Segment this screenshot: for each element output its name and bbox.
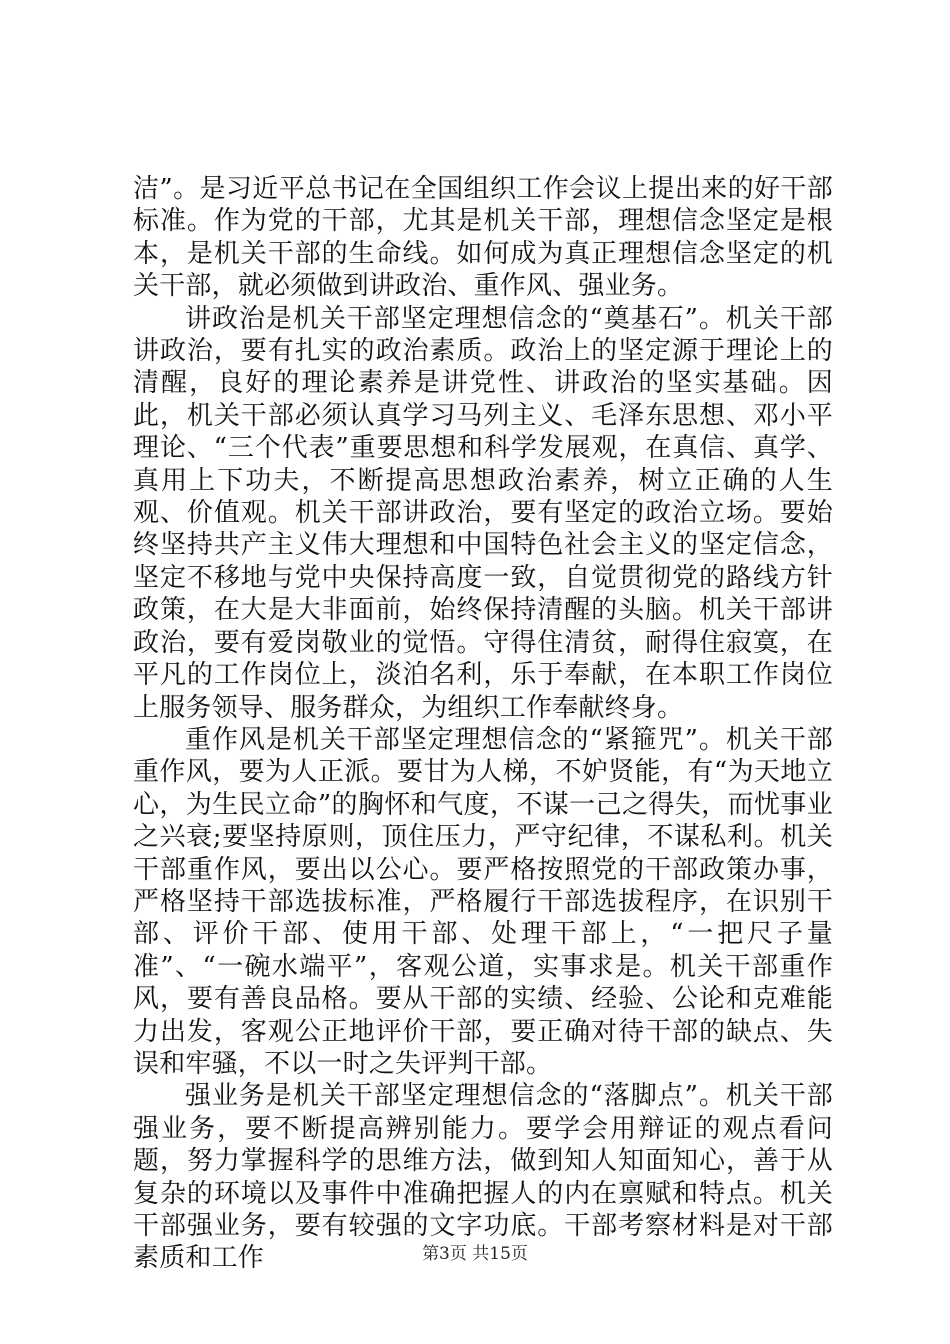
paragraph-continuation: 洁”。是习近平总书记在全国组织工作会议上提出来的好干部标准。作为党的干部，尤其是机关干部，理想信念坚定是根本，是机关干部的生命线。如何成为真正理想信念坚定的机关干部，就必须做到讲政治、重作风、强业务。 [133,174,833,302]
page-number-footer: 第3页 共15页 [422,1244,528,1264]
paragraph-zhong-zuofeng: 重作风是机关干部坚定理想信念的“紧箍咒”。机关干部重作风，要为人正派。要甘为人梯，不妒贤能，有“为天地立心，为生民立命”的胸怀和气度，不谋一己之得失，而忧事业之兴衰;要坚持原则，顶住压力，严守纪律，不谋私利。机关干部重作风，要出以公心。要严格按照党的干部政策办事，严格坚持干部选拔标准，严格履行干部选拔程序，在识别干部、评价干部、使用干部、处理干部上，“一把尺子量准”、“一碗水端平”，客观公道，实事求是。机关干部重作风，要有善良品格。要从干部的实绩、经验、公论和克难能力出发，客观公正地评价干部，要正确对待干部的缺点、失误和牢骚，不以一时之失评判干部。 [133,724,833,1079]
paragraph-jiang-zhengzhi: 讲政治是机关干部坚定理想信念的“奠基石”。机关干部讲政治，要有扎实的政治素质。政治上的坚定源于理论上的清醒，良好的理论素养是讲党性、讲政治的坚实基础。因此，机关干部必须认真学习马列主义、毛泽东思想、邓小平理论、“三个代表”重要思想和科学发展观，在真信、真学、真用上下功夫，不断提高思想政治素养，树立正确的人生观、价值观。机关干部讲政治，要有坚定的政治立场。要始终坚持共产主义伟大理想和中国特色社会主义的坚定信念，坚定不移地与党中央保持高度一致，自觉贯彻党的路线方针政策，在大是大非面前，始终保持清醒的头脑。机关干部讲政治，要有爱岗敬业的觉悟。守得住清贫，耐得住寂寞，在平凡的工作岗位上，淡泊名利，乐于奉献，在本职工作岗位上服务领导、服务群众，为组织工作奉献终身。 [133,303,833,723]
paragraph-qiang-yewu: 强业务是机关干部坚定理想信念的“落脚点”。机关干部强业务，要不断提高辨别能力。要学会用辩证的观点看问题，努力掌握科学的思维方法，做到知人知面知心，善于从复杂的环境以及事件中准确把握人的内在禀赋和特点。机关干部强业务，要有较强的文字功底。干部考察材料是对干部素质和工作 [133,1081,833,1274]
document-body [133,173,833,1275]
